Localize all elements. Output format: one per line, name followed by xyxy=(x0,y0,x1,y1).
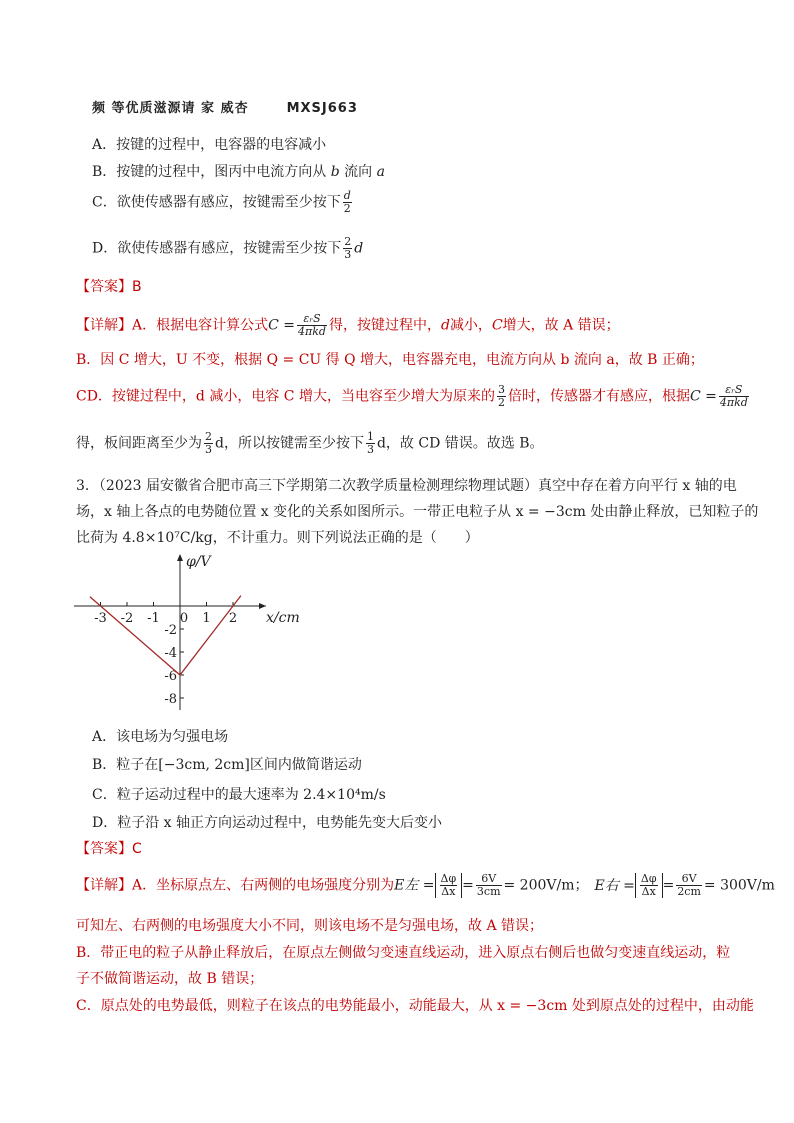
detail-var: C xyxy=(491,317,503,334)
q2-detail-line-4 xyxy=(76,431,544,456)
delta-fraction xyxy=(640,873,658,898)
fraction-numerator: 1 xyxy=(366,430,374,443)
q3-option-b: B．粒子在[−3cm, 2cm]区间内做简谐运动 xyxy=(92,757,362,773)
q3-option-d: D．粒子沿 x 轴正方向运动过程中，电势能先变大后变小 xyxy=(92,815,443,831)
fraction-numerator: 6V xyxy=(476,873,502,886)
fraction-denominator: Δx xyxy=(641,885,656,898)
fraction-denominator: Δx xyxy=(441,885,456,898)
field-left-label: E左 = xyxy=(394,877,435,894)
q2-detail-line-3 xyxy=(76,384,751,409)
q3-stem-line-2: 场，x 轴上各点的电势随位置 x 变化的关系如图所示。一带正电粒子从 x = −3cm 处由静止释放，已知粒子的 xyxy=(76,504,759,520)
detail-text: 倍时，传感器才有感应，根据 xyxy=(507,388,690,405)
x-tick-label: 0 xyxy=(179,611,189,626)
fraction-numerator: εᵣS xyxy=(719,384,749,397)
q2-option-d-text: D．欲使传感器有感应，按键需至少按下 xyxy=(92,240,342,257)
detail-text: d，所以按键需至少按下 xyxy=(215,435,364,452)
formula-fraction xyxy=(297,313,327,338)
distance-fraction xyxy=(204,431,213,456)
fraction-denominator: 2 xyxy=(343,202,351,215)
q3-stem-line-1: 3．（2023 届安徽省合肥市高三下学期第二次教学质量检测理综物理试题）真空中存在着方向平行 x 轴的电 xyxy=(76,478,737,494)
q2-option-b-text: B．按键的过程中，图丙中电流方向从 xyxy=(92,164,331,180)
fraction-denominator: 3 xyxy=(366,443,374,456)
equals-sign: = xyxy=(462,877,474,894)
y-tick-label: -4 xyxy=(164,646,177,661)
q3-option-c: C．粒子运动过程中的最大速率为 2.4×10⁴m/s xyxy=(92,787,386,803)
answer-tag: 【答案】 xyxy=(76,279,132,295)
fraction-denominator: 3cm xyxy=(476,885,501,898)
detail-text: 增大，故 A 错误； xyxy=(502,317,620,334)
q2-option-b-var-a: a xyxy=(376,164,385,180)
q3-detail-line-2: 可知左、右两侧的电场强度大小不同，则该电场不是匀强电场，故 A 错误； xyxy=(76,918,544,934)
ratio-fraction xyxy=(497,384,506,409)
y-tick-label: -6 xyxy=(164,669,177,684)
page-header xyxy=(92,97,358,116)
y-axis-arrow xyxy=(177,554,183,561)
y-tick-label: -8 xyxy=(164,692,177,707)
detail-text: A．坐标原点左、右两侧的电场强度分别为 xyxy=(132,877,395,894)
result-text: = 300V/m xyxy=(703,877,775,894)
q3-detail-line-1 xyxy=(76,873,775,898)
abs-value xyxy=(635,873,663,898)
delta-fraction xyxy=(440,873,458,898)
q2-option-b-text2: 流向 xyxy=(339,164,377,180)
formula-lhs: C = xyxy=(689,388,717,405)
q3-detail-line-4: 子不做简谐运动，故 B 错误； xyxy=(76,971,264,987)
fraction-numerator: 2 xyxy=(205,430,212,443)
q3-option-a: A．该电场为匀强电场 xyxy=(92,729,229,745)
fraction-numerator: Δφ xyxy=(640,872,657,885)
equals-sign: = xyxy=(662,877,675,894)
formula-fraction xyxy=(719,384,749,409)
header-text: 频 等优质滋源请 家 威杏 xyxy=(92,101,249,116)
fraction-numerator: d xyxy=(343,189,351,202)
potential-chart xyxy=(66,548,316,718)
fraction-denominator: 3 xyxy=(344,248,352,261)
q2-option-c-fraction xyxy=(343,190,352,215)
detail-tag: 【详解】 xyxy=(76,877,132,894)
q2-option-c xyxy=(92,190,354,215)
answer-value: C xyxy=(132,841,142,857)
x-tick-label: 1 xyxy=(202,611,211,626)
q2-option-d-var: d xyxy=(354,240,364,257)
detail-text: d，故 CD 错误。故选 B。 xyxy=(376,435,544,452)
q2-option-b-var-b: b xyxy=(330,164,340,180)
fraction-numerator: 6V xyxy=(676,873,702,886)
q2-option-b xyxy=(92,161,385,181)
y-axis-label: φ/V xyxy=(186,554,211,570)
fraction-denominator: 4πkd xyxy=(298,325,326,338)
detail-text: 得，按键过程中， xyxy=(328,317,441,334)
q2-detail-line-2: B．因 C 增大，U 不变，根据 Q = CU 得 Q 增大，电容器充电，电流方向从 b 流向 a，故 B 正确； xyxy=(76,352,704,368)
field-right-label: E右 = xyxy=(594,877,635,894)
q3-detail-line-5: C．原点处的电势最低，则粒子在该点的电势能最小，动能最大，从 x = −3cm 处到原点处的过程中，由动能 xyxy=(76,998,754,1014)
value-fraction xyxy=(676,873,702,898)
detail-text: 减小， xyxy=(449,317,492,334)
detail-text: A．根据电容计算公式 xyxy=(132,317,269,334)
x-tick-label: 2 xyxy=(228,611,238,626)
q2-option-a: A．按键的过程中，电容器的电容减小 xyxy=(92,137,327,153)
press-fraction xyxy=(366,431,375,456)
result-text: = 200V/m； xyxy=(503,877,589,894)
answer-tag: 【答案】 xyxy=(76,841,132,857)
fraction-numerator: 3 xyxy=(497,383,505,396)
formula-lhs: C = xyxy=(268,317,296,334)
header-code: MXSJ663 xyxy=(286,101,358,116)
q2-option-d xyxy=(92,236,363,261)
detail-text: CD．按键过程中，d 减小，电容 C 增大，当电容至少增大为原来的 xyxy=(76,388,495,405)
detail-text: 得，板间距离至少为 xyxy=(76,435,202,452)
x-axis-label: x/cm xyxy=(266,610,300,626)
q2-option-d-fraction xyxy=(343,236,352,261)
fraction-denominator: 2cm xyxy=(677,885,701,898)
detail-tag: 【详解】 xyxy=(76,317,132,334)
y-tick-label: -2 xyxy=(164,623,177,638)
fraction-numerator: Δφ xyxy=(440,872,457,885)
x-tick-label: -1 xyxy=(147,611,160,626)
q3-stem-line-3: 比荷为 4.8×10⁷C/kg，不计重力。则下列说法正确的是（ ） xyxy=(76,530,479,546)
answer-value: B xyxy=(132,279,142,295)
fraction-numerator: 2 xyxy=(344,235,352,248)
q2-option-c-text: C．欲使传感器有感应，按键需至少按下 xyxy=(92,194,341,211)
x-axis-arrow xyxy=(259,603,266,609)
value-fraction xyxy=(476,873,502,898)
q2-answer xyxy=(76,276,142,296)
abs-value xyxy=(435,873,463,898)
q3-detail-line-3: B．带正电的粒子从静止释放后，在原点左侧做匀变速直线运动，进入原点右侧后也做匀变速直线运动，粒 xyxy=(76,945,731,961)
detail-var: d xyxy=(440,317,450,334)
x-tick-label: -3 xyxy=(94,611,107,626)
fraction-denominator: 4πkd xyxy=(719,396,748,409)
q2-detail-line-1 xyxy=(76,313,620,338)
fraction-denominator: 3 xyxy=(205,443,212,456)
fraction-numerator: εᵣS xyxy=(297,313,327,326)
q3-answer xyxy=(76,838,142,858)
fraction-denominator: 2 xyxy=(497,396,505,409)
x-tick-label: -2 xyxy=(120,611,134,626)
